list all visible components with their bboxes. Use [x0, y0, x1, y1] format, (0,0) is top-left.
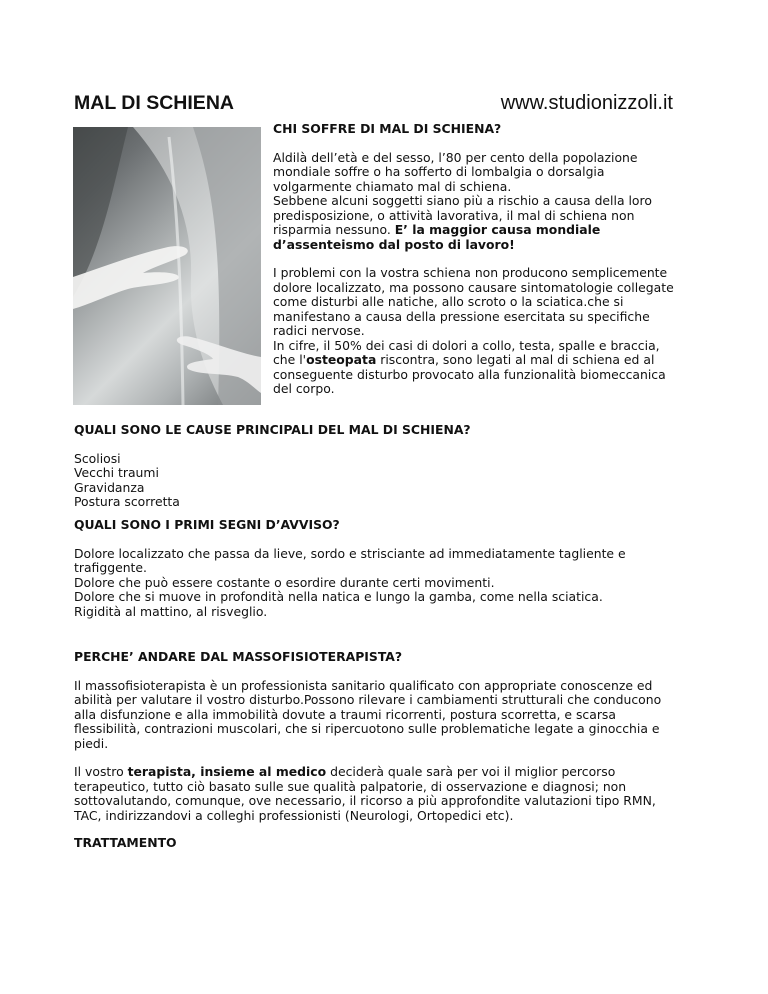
text-line: Sebbene alcuni soggetti siano più a rischio a causa della loro	[273, 193, 652, 208]
why-heading: PERCHE’ ANDARE DAL MASSOFISIOTERAPISTA?	[74, 649, 403, 664]
causes-heading: QUALI SONO LE CAUSE PRINCIPALI DEL MAL DI SCHIENA?	[74, 422, 471, 437]
list-item: Postura scorretta	[74, 494, 180, 509]
list-item: Vecchi traumi	[74, 465, 159, 480]
text-line: Rigidità al mattino, al risveglio.	[74, 603, 268, 619]
text-fragment: risparmia nessuno.	[273, 222, 395, 237]
signs-heading: QUALI SONO I PRIMI SEGNI D’AVVISO?	[74, 517, 340, 532]
text-fragment: riscontra, sono legati al mal di schiena ed al	[376, 352, 655, 367]
text-line: Dolore che può essere costante o esordire durante certi movimenti.	[74, 574, 495, 590]
emphasis-text: d’assenteismo dal posto di lavoro!	[273, 236, 515, 252]
text-line: conseguente disturbo provocato alla funzionalità biomeccanica	[273, 366, 666, 382]
intro-paragraph-2	[273, 266, 698, 397]
text-line: alla disfunzione e alla immobilità dovute a traumi ricorrenti, postura scorretta, e scarsa	[74, 706, 616, 722]
text-line: trafiggente.	[74, 560, 147, 575]
text-line: mondiale soffre o ha sofferto di lombalgia o dorsalgia	[273, 164, 605, 179]
emphasis-text: osteopata	[306, 352, 377, 367]
text-line	[273, 223, 698, 238]
list-item: Scoliosi	[74, 450, 121, 466]
text-line: piedi.	[74, 735, 109, 751]
text-line: I problemi con la vostra schiena non producono semplicemente	[273, 265, 668, 280]
text-line: come disturbi alle natiche, allo scroto o la sciatica.che si	[273, 294, 624, 309]
text-line: flessibilità, contrazioni muscolari, che si ripercuotono sulle problematiche legate a ginocchia e	[74, 721, 660, 736]
text-line: del corpo.	[273, 381, 335, 396]
intro-heading: CHI SOFFRE DI MAL DI SCHIENA?	[273, 121, 502, 136]
text-line	[74, 765, 696, 780]
treatment-heading: TRATTAMENTO	[74, 835, 177, 850]
causes-section	[74, 423, 696, 510]
back-massage-photo	[73, 127, 261, 405]
why-paragraph-1	[74, 679, 696, 752]
why-section	[74, 650, 696, 823]
text-fragment: che l'	[273, 352, 307, 367]
text-line	[273, 353, 698, 368]
text-line: dolore localizzato, ma possono causare sintomatologie collegate	[273, 279, 674, 295]
causes-list	[74, 452, 696, 510]
text-line: In cifre, il 50% dei casi di dolori a collo, testa, spalle e braccia,	[273, 337, 660, 353]
text-line: manifestano a causa della pressione esercitata su specifiche	[273, 308, 650, 324]
signs-section	[74, 518, 696, 619]
text-line: volgarmente chiamato mal di schiena.	[273, 178, 512, 194]
page-title: MAL DI SCHIENA	[74, 92, 234, 114]
text-line: predisposizione, o attività lavorativa, il mal di schiena non	[273, 207, 635, 223]
text-fragment: deciderà quale sarà per voi il miglior percorso	[326, 764, 616, 779]
text-line: Dolore localizzato che passa da lieve, sordo e strisciante ad immediatamente tagliente e	[74, 545, 626, 561]
text-line: TAC, indirizzandovi a colleghi professionisti (Neurologi, Ortopedici etc).	[74, 807, 514, 823]
intro-section	[273, 122, 698, 397]
why-paragraph-2	[74, 765, 696, 823]
list-item: Gravidanza	[74, 479, 145, 495]
emphasis-text: E’ la maggior causa mondiale	[394, 222, 601, 237]
treatment-section	[74, 836, 696, 865]
site-url: www.studionizzoli.it	[500, 92, 673, 114]
text-line: sottovalutando, comunque, ove necessario, il ricorso a più approfondite valutazioni tipo RMN,	[74, 793, 656, 808]
emphasis-text: terapista, insieme al medico	[127, 764, 327, 779]
intro-paragraph-1	[273, 151, 698, 253]
text-line: abilità per valutare il vostro disturbo.Possono rilevare i cambiamenti strutturali che conducono	[74, 692, 662, 707]
text-fragment: Il vostro	[74, 764, 128, 779]
text-line: radici nervose.	[273, 323, 365, 338]
signs-paragraph	[74, 547, 696, 620]
text-line: Dolore che si muove in profondità nella natica e lungo la gamba, come nella sciatica.	[74, 589, 603, 604]
text-line: Aldilà dell’età e del sesso, l’80 per cento della popolazione	[273, 149, 638, 165]
text-line: terapeutico, tutto ciò basato sulle sue qualità palpatorie, di osservazione e diagnosi; non	[74, 778, 627, 794]
text-line: Il massofisioterapista è un professionista sanitario qualificato con appropriate conoscenze ed	[74, 677, 653, 693]
